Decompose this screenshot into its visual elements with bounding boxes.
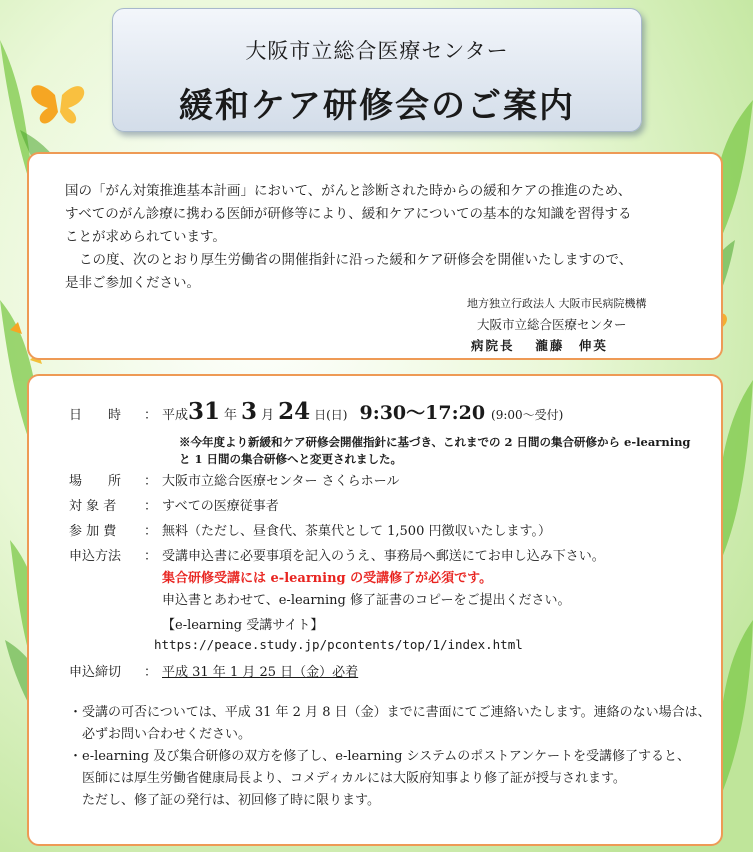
notes-list — [69, 702, 719, 812]
fee-label: 参 加 費 — [69, 524, 117, 539]
target-row — [69, 495, 279, 514]
elearning-site-url: https://peace.study.jp/pcontents/top/1/index.html — [154, 637, 523, 652]
title-banner — [112, 8, 642, 132]
notes-line: 医師には厚生労働省健康局長より、コメディカルには大阪府知事より修了証が授与されます。 — [69, 771, 626, 786]
date-month-unit: 月 — [261, 408, 275, 423]
colon: ： — [144, 549, 158, 564]
date-year: 31 — [188, 398, 221, 425]
venue-row — [69, 470, 399, 489]
colon: ： — [144, 524, 158, 539]
fee-row — [69, 520, 551, 539]
target-label: 対 象 者 — [69, 499, 117, 514]
elearning-site-label: 【e-learning 受講サイト】 — [162, 618, 324, 633]
colon: ： — [144, 474, 158, 489]
date-note-line: ※今年度より新緩和ケア研修会開催指針に基づき、これまでの 2 日間の集合研修から e-learning — [179, 435, 691, 449]
date-reception: (9:00〜受付) — [491, 408, 564, 422]
intro-text — [65, 180, 705, 295]
deadline-label: 申込締切 — [69, 665, 122, 680]
date-day: 24 — [278, 398, 311, 425]
deadline-value: 平成 31 年 1 月 25 日（金）必着 — [162, 665, 359, 680]
date-label: 日 時 — [69, 408, 122, 423]
date-month: 3 — [241, 398, 258, 425]
apply-required-notice: 集合研修受講には e-learning の受講修了が必須です。 — [162, 571, 493, 586]
notes-line: 必ずお問い合わせください。 — [69, 727, 252, 742]
colon: ： — [144, 408, 158, 423]
organizer-name: 大阪市立総合医療センター — [245, 39, 509, 63]
intro-line: 国の「がん対策推進基本計画」において、がんと診断された時からの緩和ケアの推進のため、 — [65, 183, 632, 199]
intro-line: ことが求められています。 — [65, 229, 226, 245]
target-value: すべての医療従事者 — [162, 499, 279, 514]
apply-line3: 申込書とあわせて、e-learning 修了証書のコピーをご提出ください。 — [162, 593, 571, 608]
date-note-line: と 1 日間の集合研修へと変更されました。 — [179, 452, 403, 466]
notes-line: ただし、修了証の発行は、初回修了時に限ります。 — [69, 793, 380, 808]
page-title: 緩和ケア研修会のご案内 — [179, 86, 575, 126]
intro-panel — [27, 152, 723, 360]
notes-line: ・e-learning 及び集合研修の双方を修了し、e-learning システムのポストアンケートを受講修了すると、 — [69, 749, 691, 764]
notes-line: ・受講の可否については、平成 31 年 2 月 8 日（金）までに書面にてご連絡いたします。連絡のない場合は、 — [69, 705, 711, 720]
venue-label: 場 所 — [69, 474, 122, 489]
signature-corporation: 地方独立行政法人 大阪市民病院機構 — [467, 297, 647, 310]
signature-hospital: 大阪市立総合医療センター — [477, 317, 627, 332]
signature-block — [467, 293, 647, 356]
date-year-unit: 年 — [224, 408, 238, 423]
venue-value: 大阪市立総合医療センター さくらホール — [162, 474, 400, 489]
apply-line1: 受講申込書に必要事項を記入のうえ、事務局へ郵送にてお申し込み下さい。 — [162, 549, 605, 564]
date-day-unit: 日(日) — [314, 408, 348, 422]
signature-director: 病院長 瀧藤 伸英 — [471, 338, 608, 353]
intro-line: この度、次のとおり厚生労働省の開催指針に沿った緩和ケア研修会を開催いたしますので、 — [79, 252, 633, 268]
colon: ： — [144, 499, 158, 514]
date-time: 9:30〜17:20 — [359, 402, 486, 424]
date-row — [69, 398, 563, 425]
deadline-row — [69, 661, 358, 680]
apply-row — [69, 545, 605, 564]
intro-line: 是非ご参加ください。 — [65, 275, 200, 291]
date-note — [179, 434, 690, 468]
intro-line: すべてのがん診療に携わる医師が研修等により、緩和ケアについての基本的な知識を習得する — [65, 206, 632, 222]
date-era: 平成 — [162, 408, 189, 423]
details-panel — [27, 374, 723, 846]
fee-value: 無料（ただし、昼食代、茶菓代として 1,500 円徴収いたします。） — [162, 524, 551, 539]
apply-label: 申込方法 — [69, 549, 122, 564]
colon: ： — [144, 665, 158, 680]
